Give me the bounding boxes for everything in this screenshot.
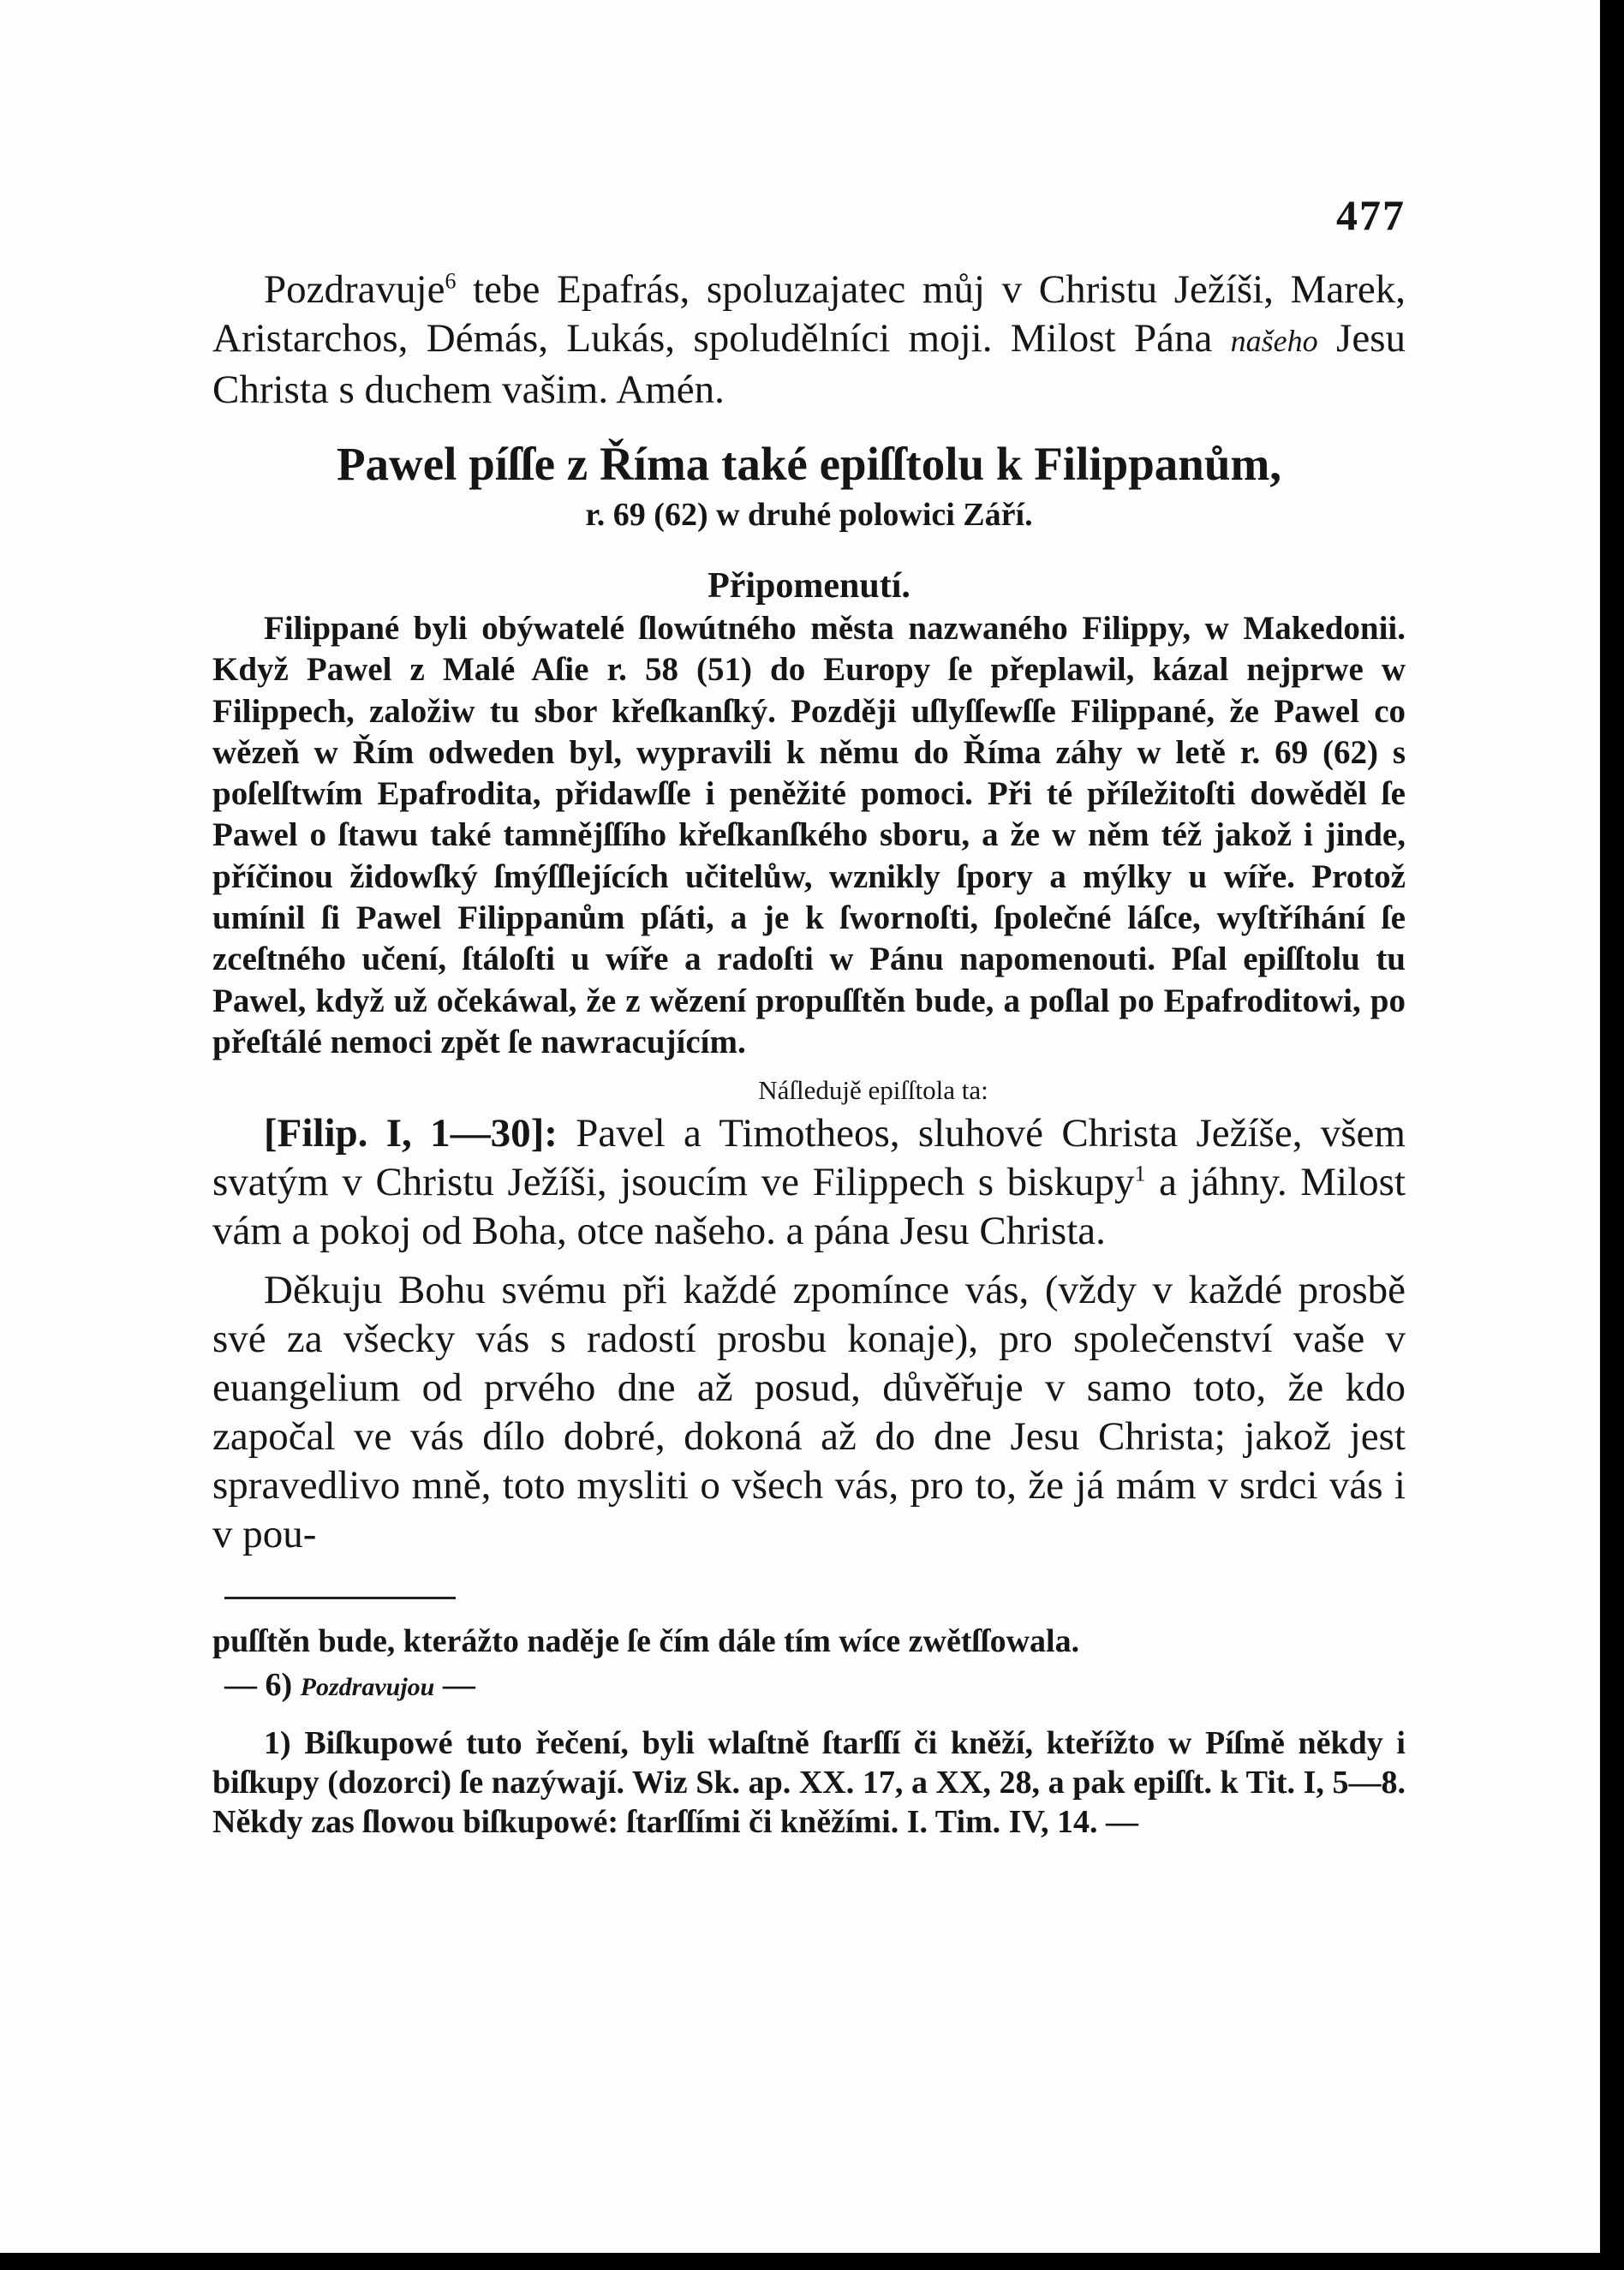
greeting-italic-word: našeho xyxy=(1230,324,1318,358)
greeting-paragraph xyxy=(212,266,1406,415)
epistle-heading: Pawel píſſe z Říma také epiſſtolu k Filippanům, xyxy=(336,438,1282,490)
footnote-6 xyxy=(224,1664,1406,1708)
intro-paragraph: Filippané byli obýwatelé ſlowútného města nazwaného Filippy, w Makedonii. Když Pawel z Malé Aſie r. 58 (51) do Europy ſe přeplawil, kázal nejprwe w Filippech, založiw tu sbor křeſkanſký. Později uſlyſſewſſe Filippané, že Pawel co wězeň w Řím odweden byl, wypravili k němu do Říma záhy w letě r. 69 (62) s poſelſtwím Epafrodita, přidawſſe i peněžité pomoci. Při té příležitoſti dowěděl ſe Pawel o ſtawu také tamnějſſího křeſkanſkého sboru, a že w něm též jakož i jinde, příčinou židowſký ſmýſſlejících učitelůw, wznikly ſpory a mýlky u wíře. Protož umínil ſi Pawel Filippanům pſáti, a je k ſwornoſti, ſpolečné láſce, wyſtříhání ſe zceſtného učení, ſtáloſti u wíře a radoſti w Pánu napomenouti. Pſal epiſſtolu tu Pawel, když už očekáwal, že z wězení propuſſtěn bude, a poſlal po Epafroditowi, po přeſtálé nemoci zpět ſe nawracujícím. xyxy=(212,610,1406,1060)
footnote-6-label: — 6) xyxy=(224,1667,293,1704)
text-column xyxy=(212,190,1406,1842)
verse-paragraph-2: Děkuju Bohu svému při každé zpomínce vás, (vždy v každé prosbě své za všecky vás s radostí prosbu konaje), pro společenství vaše v euangelium od prvého dne až posud, důvěřuje v samo toto, že kdo započal ve vás dílo dobré, dokoná až do dne Jesu Christa; jakož jest spravedlivo mně, toto mysliti o všech vás, pro to, že já mám v srdci vás i v pou- xyxy=(212,1268,1406,1557)
page-number: 477 xyxy=(1336,191,1406,239)
greeting-first-word: Pozdravuje xyxy=(264,267,445,312)
footnote-divider xyxy=(224,1597,456,1599)
footnote-6-end: — xyxy=(434,1667,475,1704)
footnote-continued: puſſtěn bude, kterážto naděje ſe čím dále tím wíce zwětſſowala. xyxy=(212,1623,1080,1660)
epistle-caption: Náſledujě epiſſtola ta: xyxy=(758,1075,988,1106)
footnote-mark-6: 6 xyxy=(445,268,457,294)
epistle-subheading: r. 69 (62) w druhé polowici Září. xyxy=(585,497,1033,533)
section-title: Připomenutí. xyxy=(708,566,911,606)
verse-reference: [Filip. I, 1—30]: xyxy=(264,1111,558,1156)
verse-text-2: a jáhny. Milost vám a pokoj od Boha, otce našeho. a pána Jesu Christa. xyxy=(212,1160,1406,1254)
footnote-1: 1) Biſkupowé tuto řečení, byli wlaſtně ſtarſſí či kněží, kteřížto w Píſmě někdy i biſkupy (dozorci) ſe nazýwají. Wiz Sk. ap. XX. 17, a XX, 28, a pak epiſſt. k Tit. I, 5—8. Někdy zas ſlowou biſkupowé: ſtarſſími či kněžími. I. Tim. IV, 14. — xyxy=(212,1725,1406,1841)
verse-paragraph-1 xyxy=(212,1109,1406,1256)
verse-text-1: Pavel a Timotheos, sluhové Christa Ježíše, všem svatým v Christu Ježíši, jsoucím ve Filippech s biskupy xyxy=(212,1111,1406,1205)
footnote-6-text: Pozdravujou xyxy=(300,1673,435,1702)
greeting-text-2: Jesu Christa s duchem vašim. Amén. xyxy=(212,316,1406,412)
greeting-text-1: tebe Epafrás, spoluzajatec můj v Christu Ježíši, Marek, Aristarchos, Démás, Lukás, spoludělníci moji. Milost Pána xyxy=(212,267,1406,361)
footnote-mark-1: 1 xyxy=(1134,1161,1146,1186)
